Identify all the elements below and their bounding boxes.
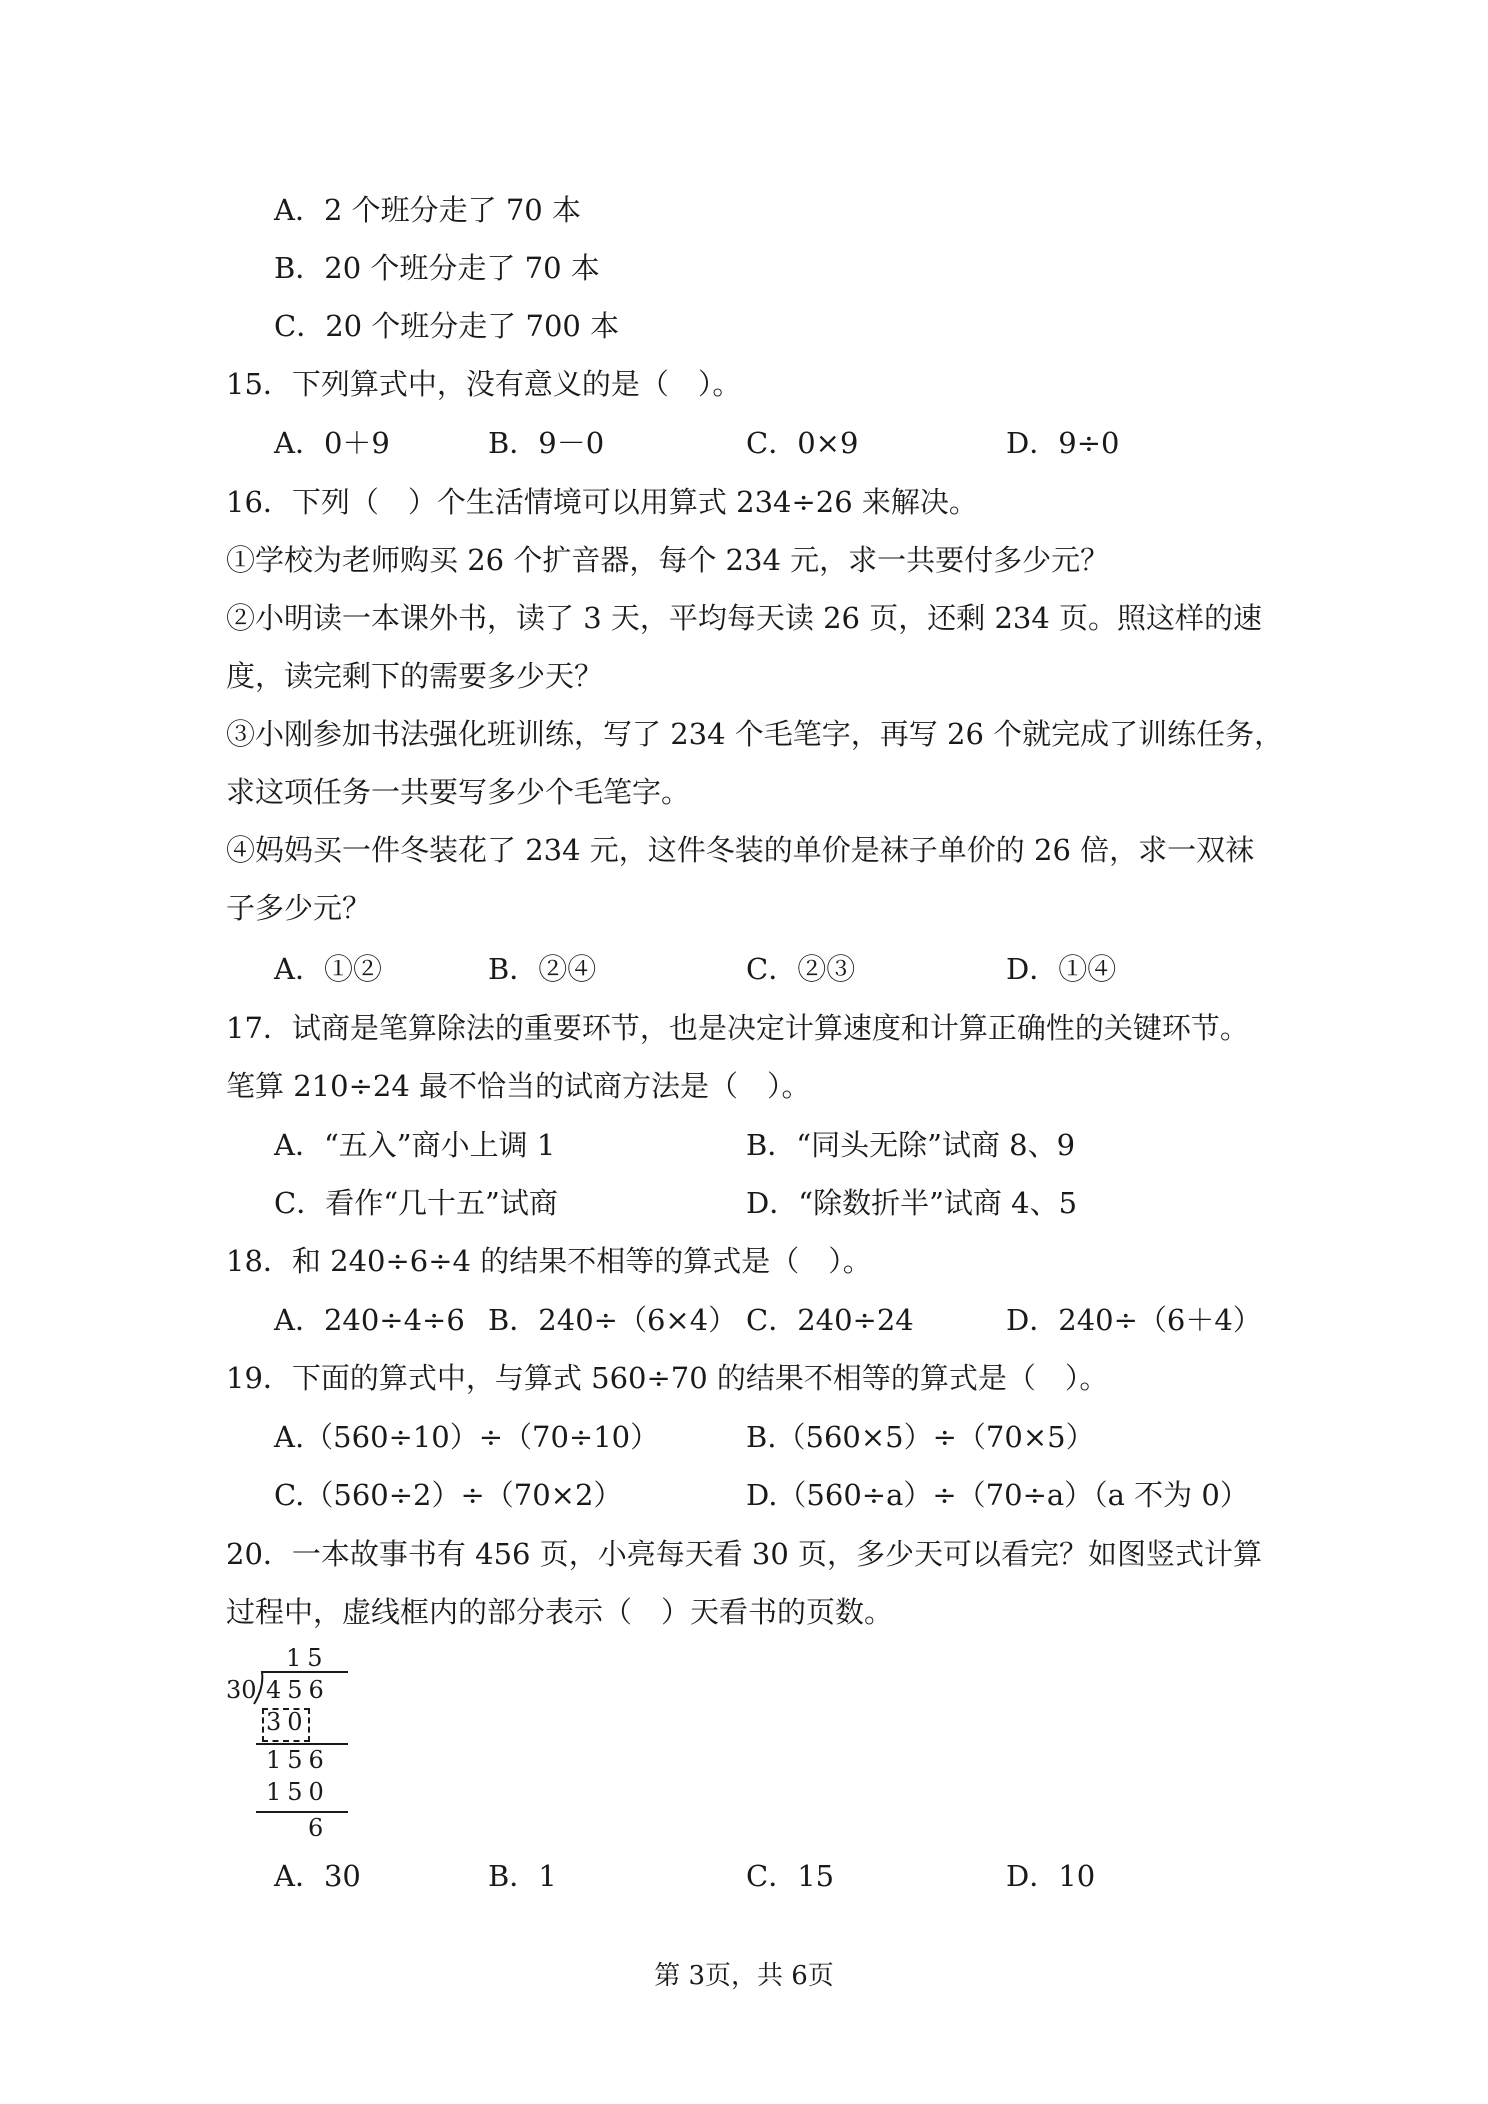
division-dividend: 456 [266,1676,330,1704]
q14-option-c: C．20 个班分走了 700 本 [274,309,620,343]
division-line-2 [256,1811,348,1813]
q18-option-a: A．240÷4÷6 [274,1303,465,1337]
long-division-figure [226,1640,346,1850]
division-partial: 156 [266,1746,330,1774]
q19-option-a: A.（560÷10）÷（70÷10） [274,1420,660,1454]
page-number-footer: 第 3页，共 6页 [654,1961,834,1991]
q19-option-d: D.（560÷a）÷（70÷a）（a 不为 0） [746,1478,1249,1512]
division-line-1 [256,1743,348,1745]
q16-item-3-line1: ③小刚参加书法强化班训练，写了 234 个毛笔字，再写 26 个就完成了训练任务， [226,717,1284,751]
q15-option-c: C．0×9 [746,426,859,460]
q17-option-c: C．看作“几十五”试商 [274,1186,558,1220]
q17-option-a: A．“五入”商小上调 1 [274,1128,556,1162]
q19-option-b: B.（560×5）÷（70×5） [746,1420,1095,1454]
q16-option-c: C．②③ [746,952,856,986]
q18-option-d: D．240÷（6＋4） [1006,1303,1262,1337]
q16-item-2-line1: ②小明读一本课外书，读了 3 天，平均每天读 26 页，还剩 234 页。照这样的速 [226,601,1263,635]
q19-option-c: C.（560÷2）÷（70×2） [274,1478,623,1512]
q15-option-b: B．9－0 [488,426,605,460]
q15-option-d: D．9÷0 [1006,426,1120,460]
division-step-2: 150 [266,1778,330,1806]
q16-option-a: A．①② [274,952,382,986]
division-step-1: 30 [266,1708,309,1736]
q17-stem-line2: 笔算 210÷24 最不恰当的试商方法是（ ）。 [226,1069,811,1103]
q14-option-a: A．2 个班分走了 70 本 [274,193,581,227]
q16-item-3-line2: 求这项任务一共要写多少个毛笔字。 [226,775,691,809]
q20-option-c: C．15 [746,1859,835,1893]
q19-stem: 19．下面的算式中，与算式 560÷70 的结果不相等的算式是（ ）。 [226,1361,1109,1395]
q20-stem-line1: 20．一本故事书有 456 页，小亮每天看 30 页，多少天可以看完？如图竖式计算 [226,1537,1263,1571]
q16-item-4-line1: ④妈妈买一件冬装花了 234 元，这件冬装的单价是袜子单价的 26 倍，求一双袜 [226,833,1255,867]
q20-option-d: D．10 [1006,1859,1096,1893]
q16-item-4-line2: 子多少元？ [226,891,372,925]
q17-option-b: B．“同头无除”试商 8、9 [746,1128,1076,1162]
division-remainder: 6 [308,1814,330,1842]
q20-option-a: A．30 [274,1859,361,1893]
q17-option-d: D．“除数折半”试商 4、5 [746,1186,1078,1220]
q18-option-c: C．240÷24 [746,1303,914,1337]
q16-option-b: B．②④ [488,952,597,986]
q18-stem: 18．和 240÷6÷4 的结果不相等的算式是（ ）。 [226,1244,872,1278]
q16-item-1: ①学校为老师购买 26 个扩音器，每个 234 元，求一共要付多少元？ [226,543,1110,577]
q15-stem: 15．下列算式中，没有意义的是（ ）。 [226,367,742,401]
q20-stem-line2: 过程中，虚线框内的部分表示（ ）天看书的页数。 [226,1595,894,1629]
q14-option-b: B．20 个班分走了 70 本 [274,251,600,285]
q16-option-d: D．①④ [1006,952,1117,986]
division-divisor: 30 [226,1676,257,1704]
q15-option-a: A．0＋9 [274,426,390,460]
q16-stem: 16．下列（ ）个生活情境可以用算式 234÷26 来解决。 [226,485,978,519]
q20-option-b: B．1 [488,1859,557,1893]
q16-item-2-line2: 度，读完剩下的需要多少天？ [226,659,604,693]
q17-stem-line1: 17．试商是笔算除法的重要环节，也是决定计算速度和计算正确性的关键环节。 [226,1011,1249,1045]
division-quotient: 15 [286,1644,329,1672]
q18-option-b: B．240÷（6×4） [488,1303,738,1337]
